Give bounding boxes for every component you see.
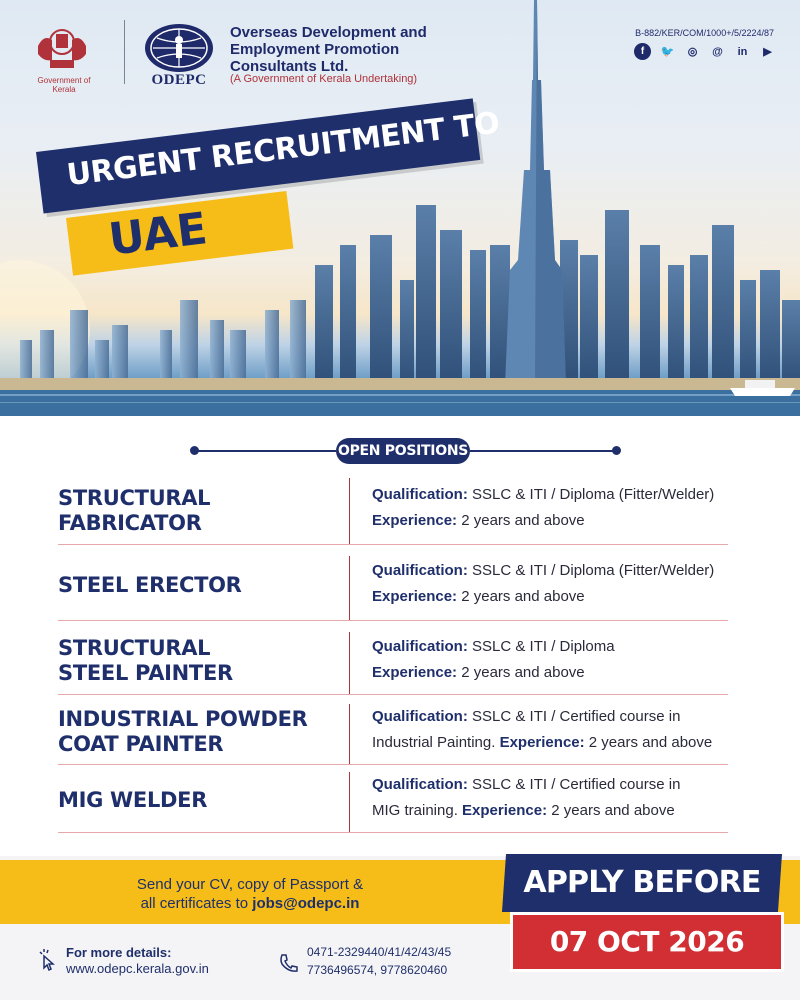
phone-numbers-line2[interactable]: 7736496574, 9778620460 — [307, 963, 448, 977]
threads-icon[interactable]: @ — [712, 45, 723, 58]
qualification-value: SSLC & ITI / Diploma (Fitter/Welder) — [472, 486, 715, 503]
row-divider — [349, 704, 350, 764]
hero-banner — [0, 0, 800, 420]
position-title-line2: STEEL PAINTER — [58, 661, 233, 685]
position-details — [372, 634, 772, 686]
pointer-click-icon — [38, 948, 58, 972]
position-title — [58, 573, 338, 598]
deadline-banner — [510, 912, 784, 972]
phone-icon — [278, 952, 298, 974]
heading-dot-right — [612, 446, 621, 455]
row-divider — [349, 632, 350, 694]
row-separator — [58, 764, 728, 765]
apply-instructions — [100, 875, 400, 913]
social-links — [634, 43, 776, 60]
qualification-value: SSLC & ITI / Certified course in — [472, 776, 681, 793]
heading-line-left — [196, 450, 336, 452]
position-title — [58, 707, 338, 757]
experience-value: 2 years and above — [551, 802, 675, 819]
email-link[interactable]: jobs@odepc.in — [252, 895, 360, 912]
qualification-label: Qualification: — [372, 638, 468, 655]
position-details — [372, 772, 772, 824]
twitter-icon[interactable]: 🐦 — [660, 46, 675, 58]
header-divider — [124, 20, 125, 84]
kerala-caption: Government of Kerala — [37, 76, 91, 94]
experience-label: Experience: — [499, 734, 585, 751]
apply-text-line2: all certificates to — [140, 895, 249, 912]
linkedin-icon[interactable]: in — [737, 45, 748, 58]
kerala-emblem-icon — [34, 24, 90, 74]
position-title-line2: FABRICATOR — [58, 511, 202, 535]
facebook-icon[interactable]: f — [634, 43, 651, 60]
position-title — [58, 636, 338, 686]
registration-code: B-882/KER/COM/1000+/5/2224/87 — [635, 28, 774, 38]
qualification-value: SSLC & ITI / Diploma — [472, 638, 615, 655]
instagram-icon[interactable]: ◎ — [687, 46, 698, 58]
position-details — [372, 558, 772, 610]
position-title-line1: STRUCTURAL — [58, 486, 211, 510]
experience-label: Experience: — [372, 664, 458, 681]
header — [0, 0, 800, 100]
position-title-line1: STRUCTURAL — [58, 636, 211, 660]
row-divider — [349, 556, 350, 620]
experience-value: 2 years and above — [588, 734, 713, 751]
open-positions-heading: OPEN POSITIONS — [336, 438, 470, 464]
organization-name: Overseas Development and Employment Promotion Consultants Ltd. — [230, 24, 427, 75]
row-divider — [349, 772, 350, 832]
experience-value: 2 years and above — [461, 664, 585, 681]
position-title — [58, 486, 338, 536]
position-title-line1: INDUSTRIAL POWDER — [58, 707, 308, 731]
qualification-label: Qualification: — [372, 708, 468, 725]
qualification-value: SSLC & ITI / Diploma (Fitter/Welder) — [472, 562, 715, 579]
country-text: UAE — [105, 203, 210, 266]
experience-label: Experience: — [372, 588, 458, 605]
row-separator — [58, 832, 728, 833]
row-separator — [58, 544, 728, 545]
heading-line-right — [470, 450, 615, 452]
phone-numbers-line1[interactable]: 0471-2329440/41/42/43/45 — [307, 945, 452, 959]
organization-subtitle: (A Government of Kerala Undertaking) — [230, 73, 418, 85]
position-title-line2: COAT PAINTER — [58, 732, 224, 756]
experience-value: 2 years and above — [461, 588, 585, 605]
deadline-text: 07 OCT 2026 — [549, 925, 745, 958]
position-title — [58, 788, 338, 813]
apply-before-text: APPLY BEFORE — [523, 865, 761, 900]
qualification-label: Qualification: — [372, 562, 468, 579]
position-details — [372, 482, 772, 534]
qualification-value: SSLC & ITI / Certified course in — [472, 708, 681, 725]
headline-text: URGENT RECRUITMENT TO — [65, 105, 502, 194]
position-title-line1: MIG WELDER — [58, 788, 208, 812]
qualification-label: Qualification: — [372, 776, 468, 793]
position-details — [372, 704, 772, 756]
website-link[interactable]: www.odepc.kerala.gov.in — [66, 961, 209, 976]
apply-text-line1: Send your CV, copy of Passport & — [136, 876, 364, 893]
qualification-value-cont: MIG training. — [372, 802, 458, 819]
experience-label: Experience: — [462, 802, 548, 819]
experience-value: 2 years and above — [461, 512, 585, 529]
experience-label: Experience: — [372, 512, 458, 529]
odepc-logo-icon — [143, 22, 215, 74]
row-divider — [349, 478, 350, 544]
row-separator — [58, 694, 728, 695]
youtube-icon[interactable]: ▶ — [763, 46, 772, 58]
odepc-logo-text: ODEPC — [151, 72, 207, 88]
qualification-label: Qualification: — [372, 486, 468, 503]
apply-before-banner — [502, 854, 782, 912]
row-separator — [58, 620, 728, 621]
more-details-label: For more details: — [66, 945, 172, 960]
position-title-line1: STEEL ERECTOR — [58, 573, 242, 597]
qualification-value-cont: Industrial Painting. — [372, 734, 496, 751]
